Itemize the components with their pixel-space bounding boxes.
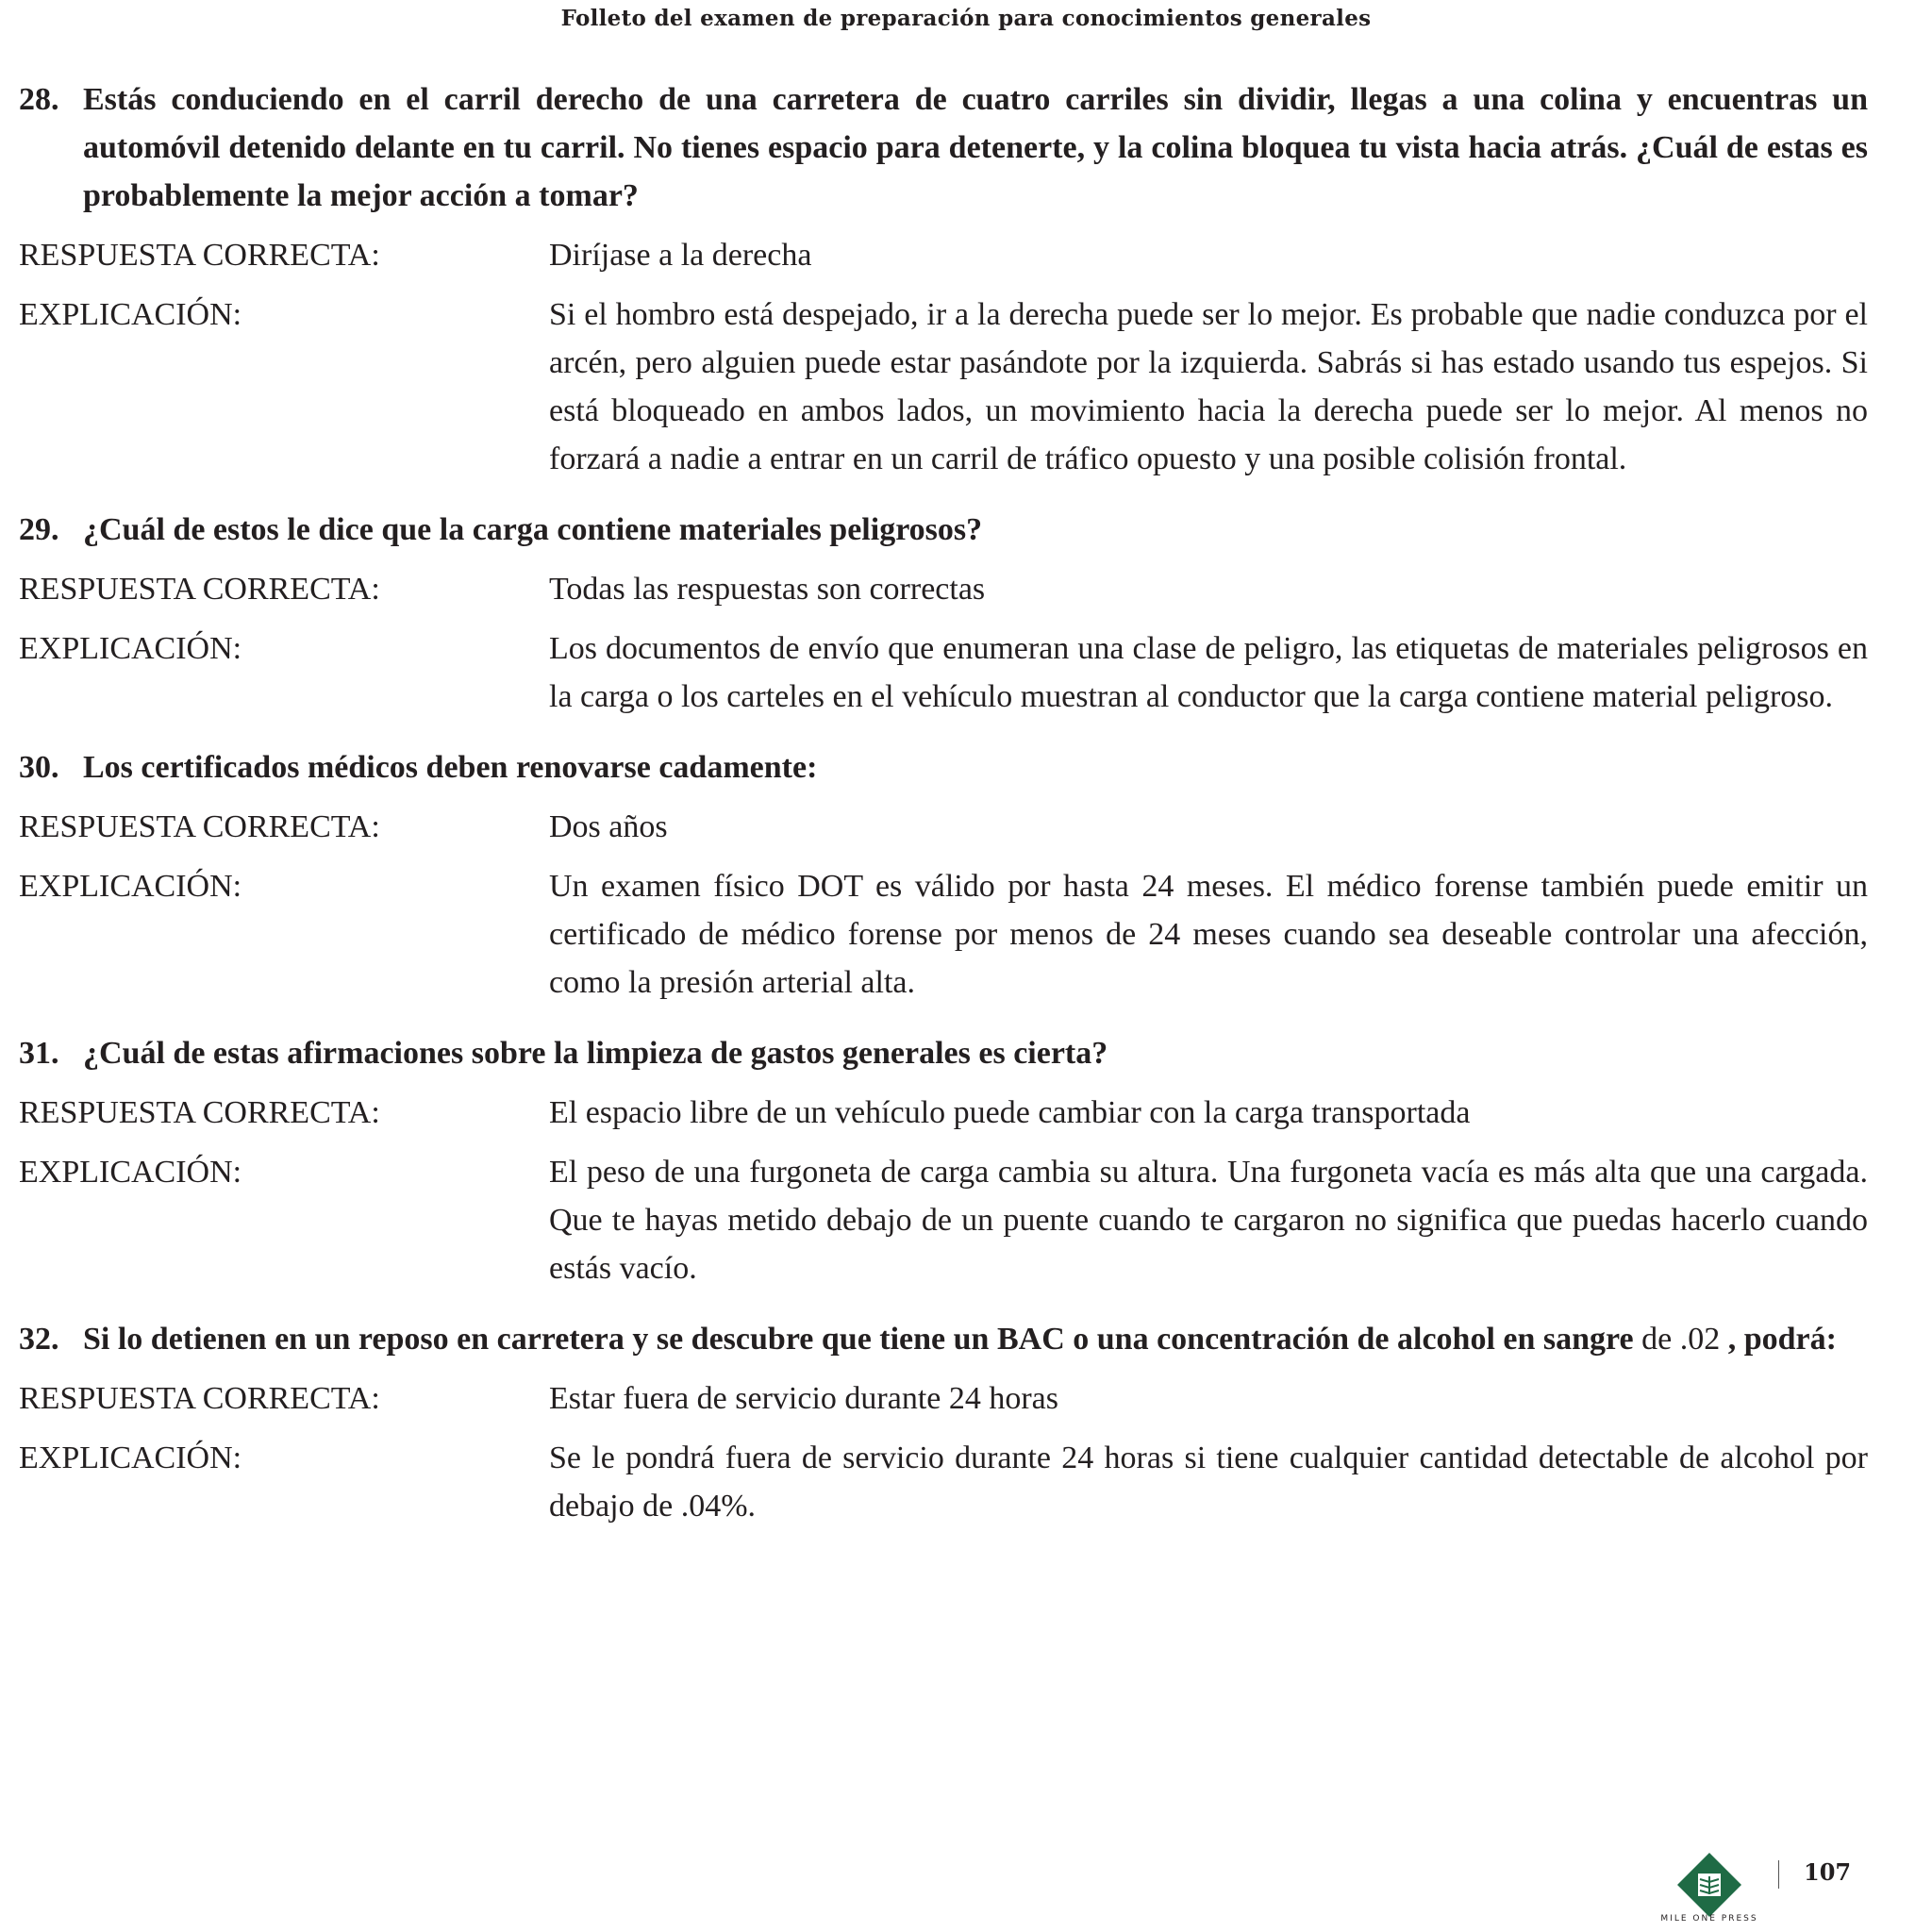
answer-text: Dos años — [549, 809, 668, 844]
explanation-label: EXPLICACIÓN: — [19, 1441, 242, 1475]
question-number: 32. — [19, 1322, 59, 1357]
answer-row — [19, 1089, 1868, 1137]
question-text-start: Si lo detienen en un reposo en carretera y se descubre que tiene un BAC o una concentración de alcohol en sangre — [83, 1322, 1634, 1357]
answer-label: RESPUESTA CORRECTA: — [19, 572, 380, 607]
answer-row — [19, 803, 1868, 851]
explanation-row — [19, 1148, 1868, 1292]
page-footer — [0, 1828, 1932, 1932]
question-text-value: de .02 — [1633, 1322, 1728, 1357]
question-heading — [19, 1315, 1868, 1363]
question-number: 29. — [19, 512, 59, 547]
question-text-end: , podrá: — [1727, 1322, 1837, 1357]
footer-divider — [1778, 1860, 1779, 1889]
question-text: ¿Cuál de estos le dice que la carga contiene materiales peligrosos? — [83, 512, 983, 547]
qa-item-28 — [19, 75, 1868, 483]
answer-label: RESPUESTA CORRECTA: — [19, 238, 380, 273]
question-number: 30. — [19, 750, 59, 785]
answer-row — [19, 565, 1868, 613]
explanation-label: EXPLICACIÓN: — [19, 869, 242, 904]
running-header: Folleto del examen de preparación para conocimientos generales — [560, 6, 1372, 31]
qa-item-30 — [19, 743, 1868, 1007]
qa-item-29 — [19, 506, 1868, 721]
answer-label: RESPUESTA CORRECTA: — [19, 809, 380, 844]
question-text: ¿Cuál de estas afirmaciones sobre la limpieza de gastos generales es cierta? — [83, 1036, 1108, 1071]
explanation-text: Los documentos de envío que enumeran una clase de peligro, las etiquetas de materiales peligrosos en la carga o los carteles en el vehículo muestran al conductor que la carga contiene material peligroso. — [549, 631, 1868, 714]
explanation-row — [19, 862, 1868, 1007]
explanation-label: EXPLICACIÓN: — [19, 1155, 242, 1190]
question-number: 28. — [19, 82, 59, 117]
question-text: Los certificados médicos deben renovarse cadamente: — [83, 750, 818, 785]
explanation-text: Un examen físico DOT es válido por hasta 24 meses. El médico forense también puede emitir un certificado de médico forense por menos de 24 meses cuando sea deseable controlar una afección, como la presión arterial alta. — [549, 869, 1868, 1000]
explanation-text: Se le pondrá fuera de servicio durante 24 horas si tiene cualquier cantidad detectable de alcohol por debajo de .04%. — [549, 1441, 1868, 1524]
question-text: Estás conduciendo en el carril derecho de una carretera de cuatro carriles sin dividir, llegas a una colina y encuentras un automóvil detenido delante en tu carril. No tienes espacio para detenerte, y la colina bloquea tu vista hacia atrás. ¿Cuál de estas es probablemente la mejor acción a tomar? — [83, 82, 1868, 213]
answer-text: Todas las respuestas son correctas — [549, 572, 986, 607]
answer-text: Diríjase a la derecha — [549, 238, 812, 273]
question-heading — [19, 75, 1868, 220]
qa-content — [19, 75, 1868, 1553]
explanation-text: Si el hombro está despejado, ir a la derecha puede ser lo mejor. Es probable que nadie conduzca por el arcén, pero alguien puede estar pasándote por la izquierda. Sabrás si has estado usando tus espejos. Si está bloqueado en ambos lados, un movimiento hacia la derecha puede ser lo mejor. Al menos no forzará a nadie a entrar en un carril de tráfico opuesto y una posible colisión frontal. — [549, 297, 1868, 476]
page-number: 107 — [1804, 1858, 1852, 1886]
qa-item-32 — [19, 1315, 1868, 1530]
question-heading — [19, 506, 1868, 554]
publisher-logo-text: MILE ONE PRESS — [1660, 1914, 1758, 1924]
qa-item-31 — [19, 1029, 1868, 1292]
explanation-row — [19, 625, 1868, 721]
explanation-label: EXPLICACIÓN: — [19, 297, 242, 332]
question-text — [83, 1315, 1868, 1363]
answer-row — [19, 231, 1868, 279]
answer-row — [19, 1374, 1868, 1423]
answer-label: RESPUESTA CORRECTA: — [19, 1381, 380, 1416]
answer-text: Estar fuera de servicio durante 24 horas — [549, 1381, 1058, 1416]
answer-text: El espacio libre de un vehículo puede cambiar con la carga transportada — [549, 1095, 1471, 1130]
answer-label: RESPUESTA CORRECTA: — [19, 1095, 380, 1130]
explanation-label: EXPLICACIÓN: — [19, 631, 242, 666]
explanation-row — [19, 1434, 1868, 1530]
question-number: 31. — [19, 1036, 59, 1071]
question-heading — [19, 1029, 1868, 1077]
question-heading — [19, 743, 1868, 791]
explanation-text: El peso de una furgoneta de carga cambia su altura. Una furgoneta vacía es más alta que una cargada. Que te hayas metido debajo de un puente cuando te cargaron no significa que puedas hacerlo cuando estás vacío. — [549, 1155, 1868, 1286]
explanation-row — [19, 291, 1868, 483]
